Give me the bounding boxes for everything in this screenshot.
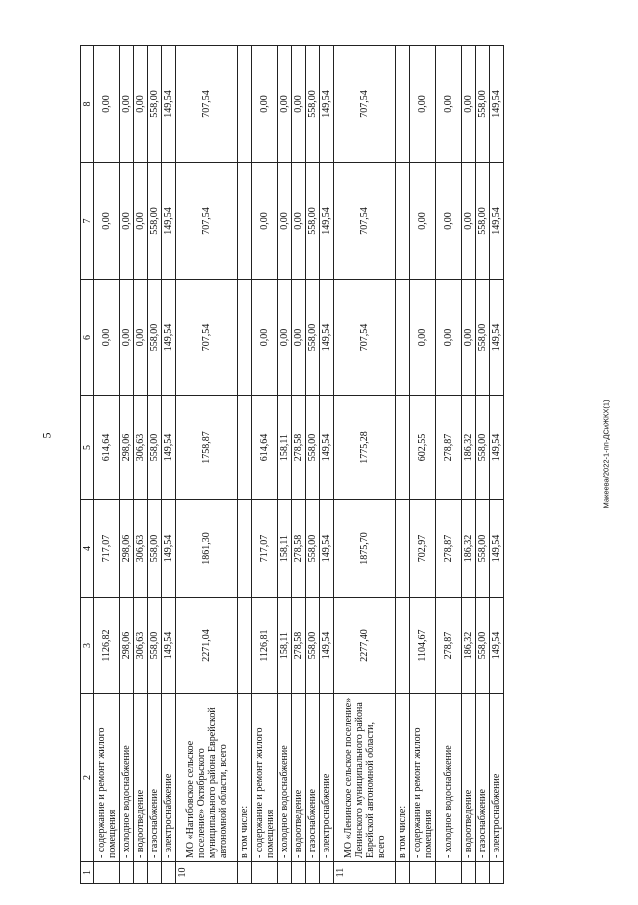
- rotated-table-frame: [80, 46, 502, 884]
- value-cell-col-6: 0,00: [134, 280, 148, 396]
- value-cell-col-5: 1758,87: [176, 396, 238, 500]
- value-cell-col-7: 0,00: [134, 163, 148, 280]
- header-col-1: 1: [81, 862, 94, 884]
- value-cell-col-5: 306,63: [134, 396, 148, 500]
- table-row: [278, 46, 292, 884]
- value-cell-col-8: 0,00: [292, 46, 306, 163]
- value-cell-col-3: 158,11: [278, 598, 292, 694]
- value-cell-col-4: 306,63: [134, 500, 148, 598]
- value-cell-col-7: 558,00: [476, 163, 490, 280]
- table-row: [306, 46, 320, 884]
- value-cell-col-6: 707,54: [176, 280, 238, 396]
- table-row: [94, 46, 120, 884]
- row-index-cell: [436, 862, 462, 884]
- table-row: [476, 46, 490, 884]
- value-cell-col-3: [238, 598, 252, 694]
- header-col-3: 3: [81, 598, 94, 694]
- value-cell-col-5: 278,87: [436, 396, 462, 500]
- value-cell-col-7: 0,00: [278, 163, 292, 280]
- value-cell-col-6: 0,00: [252, 280, 278, 396]
- value-cell-col-5: 558,00: [306, 396, 320, 500]
- table-row: [134, 46, 148, 884]
- header-col-4: 4: [81, 500, 94, 598]
- row-index-cell: [148, 862, 162, 884]
- value-cell-col-7: 149,54: [320, 163, 334, 280]
- value-cell-col-5: 186,32: [462, 396, 476, 500]
- value-cell-col-8: 149,54: [162, 46, 176, 163]
- row-name-cell: - водоотведение: [292, 694, 306, 862]
- value-cell-col-8: 0,00: [278, 46, 292, 163]
- value-cell-col-3: 278,87: [436, 598, 462, 694]
- value-cell-col-5: 614,64: [94, 396, 120, 500]
- row-name-cell: - холодное водоснабжение: [436, 694, 462, 862]
- row-index-cell: [94, 862, 120, 884]
- row-index-cell: [238, 862, 252, 884]
- value-cell-col-3: 1104,67: [410, 598, 436, 694]
- row-name-cell: - содержание и ремонт жилого помещения: [410, 694, 436, 862]
- row-index-cell: [320, 862, 334, 884]
- value-cell-col-5: 602,55: [410, 396, 436, 500]
- row-index-cell: [120, 862, 134, 884]
- row-index-cell: [462, 862, 476, 884]
- value-cell-col-4: 717,07: [94, 500, 120, 598]
- value-cell-col-4: 149,54: [162, 500, 176, 598]
- row-name-cell: в том числе:: [396, 694, 410, 862]
- table-body: [94, 46, 504, 884]
- value-cell-col-3: 149,54: [490, 598, 504, 694]
- value-cell-col-4: [238, 500, 252, 598]
- table-row: [148, 46, 162, 884]
- value-cell-col-8: [238, 46, 252, 163]
- value-cell-col-7: [396, 163, 410, 280]
- value-cell-col-3: 558,00: [148, 598, 162, 694]
- document-id-text: Макеева/2022-1-пп-ДСиЖКХ(1): [601, 399, 611, 509]
- table-row: [292, 46, 306, 884]
- value-cell-col-6: 0,00: [292, 280, 306, 396]
- value-cell-col-4: 158,11: [278, 500, 292, 598]
- value-cell-col-6: 558,00: [476, 280, 490, 396]
- value-cell-col-5: 158,11: [278, 396, 292, 500]
- table-row: [334, 46, 396, 884]
- value-cell-col-8: 558,00: [306, 46, 320, 163]
- value-cell-col-7: 707,54: [334, 163, 396, 280]
- value-cell-col-3: 149,54: [320, 598, 334, 694]
- value-cell-col-8: 0,00: [462, 46, 476, 163]
- row-name-cell: - содержание и ремонт жилого помещения: [252, 694, 278, 862]
- value-cell-col-5: 1775,28: [334, 396, 396, 500]
- row-index-cell: 11: [334, 862, 396, 884]
- row-name-cell: - содержание и ремонт жилого помещения: [94, 694, 120, 862]
- value-cell-col-8: 0,00: [436, 46, 462, 163]
- value-cell-col-4: 558,00: [306, 500, 320, 598]
- table-row: [120, 46, 134, 884]
- value-cell-col-8: [396, 46, 410, 163]
- row-name-cell: - газоснабжение: [476, 694, 490, 862]
- value-cell-col-7: 149,54: [162, 163, 176, 280]
- value-cell-col-6: 558,00: [148, 280, 162, 396]
- header-col-2: 2: [81, 694, 94, 862]
- row-index-cell: [410, 862, 436, 884]
- value-cell-col-6: [396, 280, 410, 396]
- value-cell-col-7: [238, 163, 252, 280]
- value-cell-col-5: [238, 396, 252, 500]
- row-index-cell: [306, 862, 320, 884]
- value-cell-col-5: 558,00: [148, 396, 162, 500]
- value-cell-col-8: 0,00: [134, 46, 148, 163]
- value-cell-col-4: 298,06: [120, 500, 134, 598]
- value-cell-col-8: 707,54: [334, 46, 396, 163]
- value-cell-col-6: 149,54: [490, 280, 504, 396]
- value-cell-col-8: 707,54: [176, 46, 238, 163]
- row-index-cell: [162, 862, 176, 884]
- row-index-cell: [292, 862, 306, 884]
- table-row: [410, 46, 436, 884]
- value-cell-col-6: 0,00: [410, 280, 436, 396]
- header-col-5: 5: [81, 396, 94, 500]
- value-cell-col-8: 558,00: [476, 46, 490, 163]
- value-cell-col-5: 149,54: [162, 396, 176, 500]
- value-cell-col-3: 1126,82: [94, 598, 120, 694]
- table-row: [176, 46, 238, 884]
- value-cell-col-7: 707,54: [176, 163, 238, 280]
- value-cell-col-5: 149,54: [490, 396, 504, 500]
- header-col-6: 6: [81, 280, 94, 396]
- value-cell-col-3: [396, 598, 410, 694]
- value-cell-col-4: 149,54: [320, 500, 334, 598]
- value-cell-col-8: 0,00: [410, 46, 436, 163]
- page-number: 5: [39, 432, 54, 439]
- value-cell-col-3: 298,06: [120, 598, 134, 694]
- value-cell-col-7: 0,00: [252, 163, 278, 280]
- value-cell-col-3: 278,58: [292, 598, 306, 694]
- value-cell-col-7: 0,00: [410, 163, 436, 280]
- value-cell-col-8: 149,54: [490, 46, 504, 163]
- value-cell-col-4: 558,00: [476, 500, 490, 598]
- row-name-cell: - электроснабжение: [320, 694, 334, 862]
- value-cell-col-3: 186,32: [462, 598, 476, 694]
- row-name-cell: - газоснабжение: [148, 694, 162, 862]
- value-cell-col-7: 0,00: [94, 163, 120, 280]
- value-cell-col-8: 558,00: [148, 46, 162, 163]
- row-name-cell: МО «Ленинское сельское поселение» Ленинского муниципального района Еврейской автономной области, всего: [334, 694, 396, 862]
- value-cell-col-5: [396, 396, 410, 500]
- table-row: [320, 46, 334, 884]
- value-cell-col-6: 0,00: [462, 280, 476, 396]
- value-cell-col-4: 278,58: [292, 500, 306, 598]
- value-cell-col-4: 1875,70: [334, 500, 396, 598]
- value-cell-col-3: 306,63: [134, 598, 148, 694]
- value-cell-col-5: 298,06: [120, 396, 134, 500]
- value-cell-col-8: 149,54: [320, 46, 334, 163]
- row-name-cell: - водоотведение: [134, 694, 148, 862]
- value-cell-col-6: 0,00: [436, 280, 462, 396]
- value-cell-col-3: 2271,04: [176, 598, 238, 694]
- value-cell-col-5: 614,64: [252, 396, 278, 500]
- value-cell-col-4: 702,97: [410, 500, 436, 598]
- value-cell-col-7: 0,00: [120, 163, 134, 280]
- value-cell-col-3: 149,54: [162, 598, 176, 694]
- value-cell-col-6: 0,00: [94, 280, 120, 396]
- row-name-cell: - холодное водоснабжение: [120, 694, 134, 862]
- table-row: [252, 46, 278, 884]
- row-index-cell: 10: [176, 862, 238, 884]
- value-cell-col-3: 558,00: [306, 598, 320, 694]
- row-index-cell: [490, 862, 504, 884]
- row-name-cell: в том числе:: [238, 694, 252, 862]
- table-header-row: [81, 46, 94, 884]
- row-index-cell: [134, 862, 148, 884]
- table-row: [436, 46, 462, 884]
- value-cell-col-6: 707,54: [334, 280, 396, 396]
- value-cell-col-7: 0,00: [462, 163, 476, 280]
- value-cell-col-5: 278,58: [292, 396, 306, 500]
- value-cell-col-5: 558,00: [476, 396, 490, 500]
- value-cell-col-8: 0,00: [252, 46, 278, 163]
- row-index-cell: [476, 862, 490, 884]
- row-name-cell: МО «Нагибовское сельское поселение» Октябрьского муниципального района Еврейской автономной области, всего: [176, 694, 238, 862]
- table-row: [396, 46, 410, 884]
- value-cell-col-6: 149,54: [162, 280, 176, 396]
- value-cell-col-7: 149,54: [490, 163, 504, 280]
- value-cell-col-4: 278,87: [436, 500, 462, 598]
- header-col-8: 8: [81, 46, 94, 163]
- value-cell-col-3: 2277,40: [334, 598, 396, 694]
- row-name-cell: - электроснабжение: [162, 694, 176, 862]
- value-cell-col-6: 0,00: [278, 280, 292, 396]
- value-cell-col-4: [396, 500, 410, 598]
- row-index-cell: [278, 862, 292, 884]
- header-col-7: 7: [81, 163, 94, 280]
- value-cell-col-5: 149,54: [320, 396, 334, 500]
- value-cell-col-7: 558,00: [148, 163, 162, 280]
- value-cell-col-4: 717,07: [252, 500, 278, 598]
- value-cell-col-7: 558,00: [306, 163, 320, 280]
- tariff-table: [80, 45, 504, 884]
- value-cell-col-4: 186,32: [462, 500, 476, 598]
- value-cell-col-8: 0,00: [94, 46, 120, 163]
- value-cell-col-6: 149,54: [320, 280, 334, 396]
- value-cell-col-3: 1126,81: [252, 598, 278, 694]
- value-cell-col-4: 149,54: [490, 500, 504, 598]
- table-row: [490, 46, 504, 884]
- value-cell-col-6: [238, 280, 252, 396]
- value-cell-col-4: 558,00: [148, 500, 162, 598]
- row-index-cell: [252, 862, 278, 884]
- value-cell-col-6: 0,00: [120, 280, 134, 396]
- table-row: [238, 46, 252, 884]
- value-cell-col-7: 0,00: [292, 163, 306, 280]
- value-cell-col-6: 558,00: [306, 280, 320, 396]
- row-name-cell: - газоснабжение: [306, 694, 320, 862]
- value-cell-col-8: 0,00: [120, 46, 134, 163]
- row-index-cell: [396, 862, 410, 884]
- row-name-cell: - водоотведение: [462, 694, 476, 862]
- row-name-cell: - холодное водоснабжение: [278, 694, 292, 862]
- table-row: [162, 46, 176, 884]
- value-cell-col-7: 0,00: [436, 163, 462, 280]
- value-cell-col-4: 1861,30: [176, 500, 238, 598]
- table-row: [462, 46, 476, 884]
- row-name-cell: - электроснабжение: [490, 694, 504, 862]
- value-cell-col-3: 558,00: [476, 598, 490, 694]
